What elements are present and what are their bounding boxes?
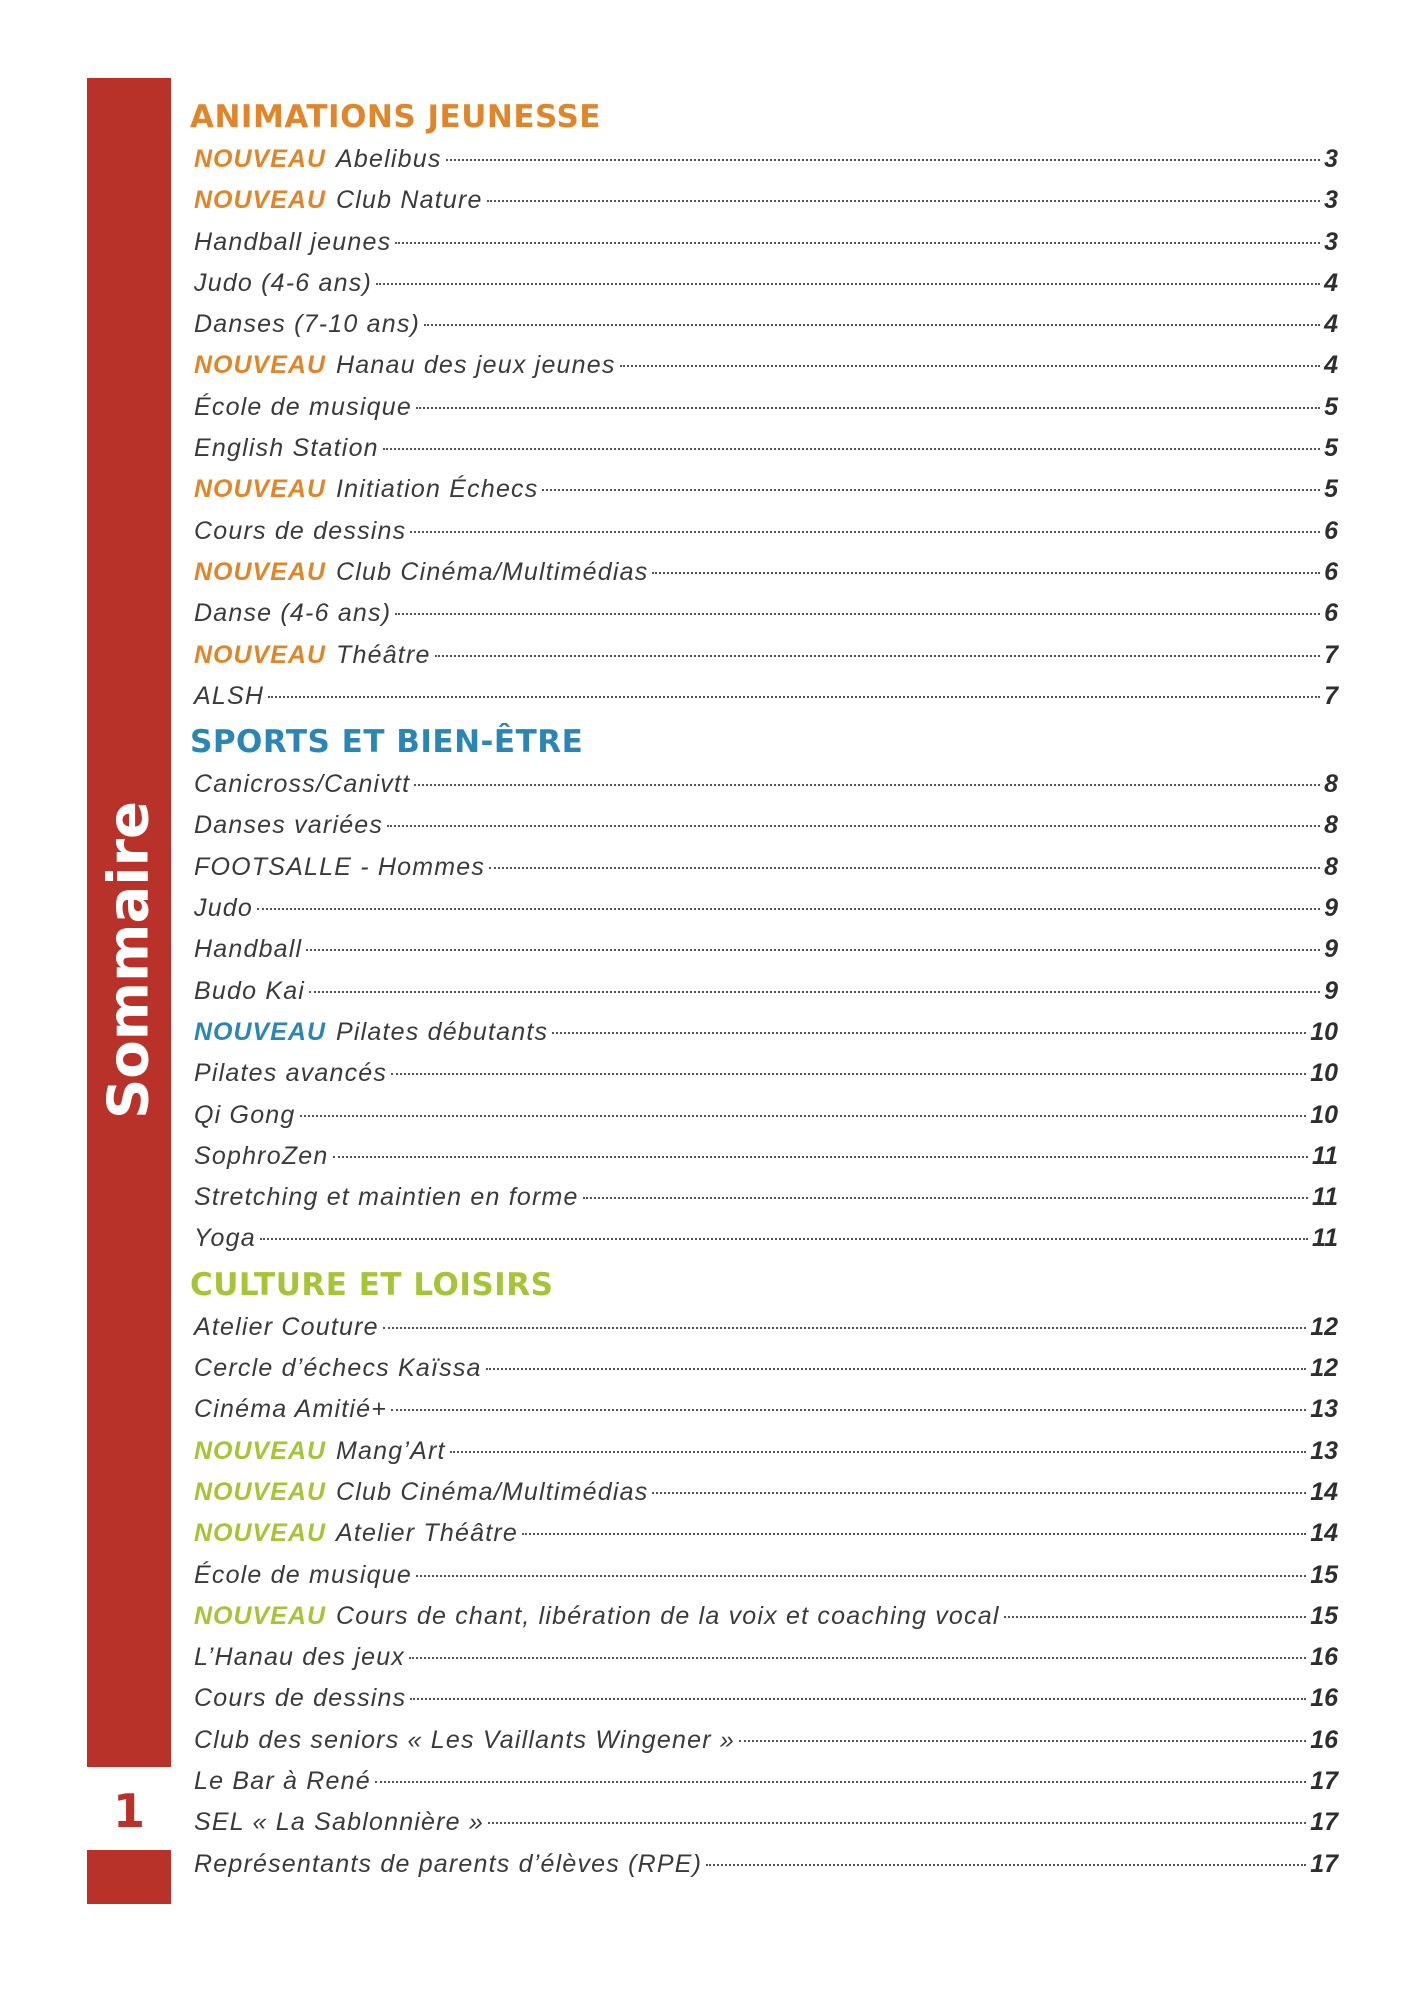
toc-entry-title: Club Nature: [336, 186, 483, 215]
toc-entry[interactable]: [194, 764, 1338, 805]
dot-leader: [395, 613, 1320, 615]
toc-entry[interactable]: [194, 1053, 1338, 1094]
toc-entry-page: 6: [1324, 599, 1338, 628]
toc-entry-title: Danses variées: [194, 811, 384, 840]
toc-entry-title: Mang’Art: [336, 1436, 446, 1465]
section-heading-sports-bien-etre: SPORTS ET BIEN-ÊTRE: [190, 724, 584, 761]
dot-leader: [309, 991, 1320, 993]
toc-entry-page: 8: [1324, 811, 1338, 840]
toc-entry-page: 11: [1312, 1183, 1338, 1212]
toc-entry-title: Handball: [194, 935, 303, 964]
toc-entry[interactable]: [194, 888, 1338, 929]
toc-entry[interactable]: [194, 1513, 1338, 1554]
toc-entry-title: Club des seniors « Les Vaillants Wingener »: [194, 1725, 735, 1754]
toc-entry[interactable]: [194, 1678, 1338, 1719]
toc-entry-page: 9: [1324, 976, 1338, 1005]
toc-entry[interactable]: [194, 805, 1338, 846]
toc-entry-title: ALSH: [194, 681, 265, 710]
dot-leader: [1004, 1616, 1307, 1618]
dot-leader: [542, 489, 1320, 491]
toc-entry-page: 16: [1310, 1643, 1338, 1672]
toc-entry[interactable]: [194, 1472, 1338, 1513]
toc-entry-title: Club Cinéma/Multimédias: [336, 1477, 649, 1506]
toc-entry[interactable]: [194, 1761, 1338, 1802]
dot-leader: [583, 1197, 1308, 1199]
dot-leader: [383, 1327, 1306, 1329]
toc-entry-page: 8: [1324, 770, 1338, 799]
toc-entry-page: 17: [1310, 1849, 1338, 1878]
toc-entry-title: Handball jeunes: [194, 227, 392, 256]
toc-entry-label: [194, 1513, 518, 1554]
toc-entry-page: 13: [1310, 1395, 1338, 1424]
dot-leader: [706, 1864, 1306, 1866]
toc-list-animations-jeunesse: [194, 139, 1338, 717]
toc-entry-page: 14: [1310, 1477, 1338, 1506]
page-number: 1: [87, 1772, 171, 1850]
toc-entry-label: [194, 888, 253, 929]
toc-entry[interactable]: [194, 552, 1338, 593]
nouveau-badge: NOUVEAU: [194, 351, 327, 380]
sidebar-bottom-band: [87, 1850, 171, 1904]
toc-entry[interactable]: [194, 1218, 1338, 1259]
toc-entry-label: [194, 1012, 548, 1053]
toc-entry-label: [194, 222, 391, 263]
toc-entry[interactable]: [194, 1596, 1338, 1637]
dot-leader: [300, 1115, 1307, 1117]
dot-leader: [652, 572, 1320, 574]
toc-entry-title: École de musique: [194, 1560, 412, 1589]
toc-entry-page: 17: [1310, 1808, 1338, 1837]
toc-entry[interactable]: [194, 1802, 1338, 1843]
toc-entry-label: [194, 552, 648, 593]
toc-entry-title: Initiation Échecs: [336, 475, 539, 504]
toc-entry-label: [194, 1348, 482, 1389]
toc-entry-page: 6: [1324, 557, 1338, 586]
dot-leader: [488, 1822, 1306, 1824]
toc-entry-label: [194, 1095, 296, 1136]
toc-entry-label: [194, 304, 420, 345]
dot-leader: [486, 1368, 1307, 1370]
toc-entry-label: [194, 1555, 412, 1596]
toc-entry-title: Club Cinéma/Multimédias: [336, 557, 649, 586]
toc-entry-page: 17: [1310, 1766, 1338, 1795]
toc-entry-page: 5: [1324, 475, 1338, 504]
toc-entry-page: 4: [1324, 310, 1338, 339]
toc-entry-label: [194, 1307, 379, 1348]
toc-entry[interactable]: [194, 1431, 1338, 1472]
toc-entry-title: Atelier Couture: [194, 1312, 379, 1341]
toc-entry-title: Budo Kai: [194, 976, 306, 1005]
toc-entry-label: [194, 180, 483, 221]
toc-entry-title: Danse (4-6 ans): [194, 599, 392, 628]
toc-entry-title: Judo: [194, 894, 254, 923]
dot-leader: [446, 159, 1321, 161]
toc-entry-page: 5: [1324, 434, 1338, 463]
toc-entry-label: [194, 345, 616, 386]
toc-entry-title: Théâtre: [336, 640, 431, 669]
toc-entry[interactable]: [194, 1177, 1338, 1218]
toc-entry-page: 7: [1324, 640, 1338, 669]
section-heading-animations-jeunesse: ANIMATIONS JEUNESSE: [190, 99, 601, 135]
toc-entry-page: 12: [1310, 1312, 1338, 1341]
toc-entry-title: École de musique: [194, 392, 412, 421]
toc-entry[interactable]: [194, 428, 1338, 469]
toc-entry[interactable]: [194, 1389, 1338, 1430]
toc-entry[interactable]: [194, 971, 1338, 1012]
toc-entry-title: Qi Gong: [194, 1100, 296, 1129]
toc-entry[interactable]: [194, 1095, 1338, 1136]
toc-entry-label: [194, 847, 485, 888]
toc-list-culture-loisirs: [194, 1307, 1338, 1885]
dot-leader: [450, 1451, 1307, 1453]
section-heading-culture-loisirs: CULTURE ET LOISIRS: [190, 1266, 554, 1303]
toc-entry-title: Pilates débutants: [336, 1017, 549, 1046]
nouveau-badge: NOUVEAU: [194, 1601, 327, 1630]
toc-entry-label: [194, 635, 431, 676]
toc-entry-page: 5: [1324, 392, 1338, 421]
toc-entry-title: Pilates avancés: [194, 1059, 388, 1088]
toc-entry-label: [194, 387, 412, 428]
toc-entry-page: 15: [1310, 1560, 1338, 1589]
toc-entry-page: 15: [1310, 1601, 1338, 1630]
toc-entry-label: [194, 971, 305, 1012]
dot-leader: [306, 949, 1320, 951]
toc-entry-title: SophroZen: [194, 1141, 329, 1170]
dot-leader: [424, 324, 1320, 326]
toc-entry[interactable]: [194, 1720, 1338, 1761]
toc-entry-label: [194, 1596, 1000, 1637]
dot-leader: [652, 1492, 1306, 1494]
dot-leader: [414, 784, 1320, 786]
toc-entry[interactable]: [194, 1136, 1338, 1177]
toc-entry-label: [194, 593, 391, 634]
toc-entry-label: [194, 1637, 405, 1678]
toc-entry[interactable]: [194, 593, 1338, 634]
dot-leader: [260, 1238, 1308, 1240]
toc-entry-label: [194, 805, 383, 846]
dot-leader: [487, 200, 1320, 202]
toc-entry-title: Atelier Théâtre: [336, 1519, 518, 1548]
dot-leader: [395, 242, 1320, 244]
toc-entry-label: [194, 1720, 735, 1761]
toc-entry-title: Représentants de parents d’élèves (RPE): [194, 1849, 703, 1878]
toc-entry-page: 16: [1310, 1725, 1338, 1754]
toc-entry[interactable]: [194, 635, 1338, 676]
toc-entry[interactable]: [194, 676, 1338, 717]
toc-entry-label: [194, 1389, 387, 1430]
toc-entry-title: Cercle d’échecs Kaïssa: [194, 1354, 482, 1383]
toc-entry-page: 10: [1310, 1100, 1338, 1129]
toc-entry-label: [194, 469, 538, 510]
toc-entry-label: [194, 1431, 446, 1472]
toc-entry-page: 9: [1324, 935, 1338, 964]
toc-entry-title: L’Hanau des jeux: [194, 1643, 406, 1672]
toc-entry[interactable]: [194, 180, 1338, 221]
table-of-contents: [190, 96, 1338, 1885]
dot-leader: [391, 1409, 1306, 1411]
toc-entry[interactable]: [194, 1012, 1338, 1053]
dot-leader: [410, 531, 1320, 533]
nouveau-badge: NOUVEAU: [194, 475, 327, 504]
toc-entry-page: 7: [1324, 681, 1338, 710]
toc-entry-title: SEL « La Sablonnière »: [194, 1808, 485, 1837]
toc-entry-title: Cours de chant, libération de la voix et coaching vocal: [336, 1601, 1000, 1630]
dot-leader: [387, 825, 1320, 827]
toc-entry-title: Stretching et maintien en forme: [194, 1183, 579, 1212]
dot-leader: [376, 283, 1320, 285]
toc-entry-page: 8: [1324, 852, 1338, 881]
nouveau-badge: NOUVEAU: [194, 640, 327, 669]
toc-entry-label: [194, 1218, 256, 1259]
toc-entry-page: 3: [1324, 227, 1338, 256]
toc-entry[interactable]: [194, 1844, 1338, 1885]
toc-entry-page: 3: [1324, 186, 1338, 215]
dot-leader: [409, 1657, 1306, 1659]
toc-entry-label: [194, 764, 410, 805]
toc-entry[interactable]: [194, 1307, 1338, 1348]
dot-leader: [410, 1698, 1306, 1700]
nouveau-badge: NOUVEAU: [194, 145, 327, 173]
toc-entry-page: 14: [1310, 1519, 1338, 1548]
nouveau-badge: NOUVEAU: [194, 1477, 327, 1506]
toc-entry-label: [194, 1678, 406, 1719]
toc-entry[interactable]: [194, 263, 1338, 304]
toc-entry[interactable]: [194, 1637, 1338, 1678]
toc-entry-label: [194, 1844, 702, 1885]
toc-entry-page: 11: [1312, 1224, 1338, 1253]
toc-entry-title: Cours de dessins: [194, 1684, 407, 1713]
nouveau-badge: NOUVEAU: [194, 1519, 327, 1548]
toc-entry[interactable]: [194, 929, 1338, 970]
toc-entry-page: 13: [1310, 1436, 1338, 1465]
dot-leader: [333, 1156, 1309, 1158]
toc-entry[interactable]: [194, 1348, 1338, 1389]
toc-entry-page: 10: [1310, 1017, 1338, 1046]
dot-leader: [268, 696, 1320, 698]
dot-leader: [383, 448, 1320, 450]
toc-entry-label: [194, 1136, 329, 1177]
toc-entry-page: 12: [1310, 1354, 1338, 1383]
dot-leader: [257, 908, 1320, 910]
toc-entry-title: Yoga: [194, 1224, 256, 1253]
toc-entry[interactable]: [194, 222, 1338, 263]
dot-leader: [435, 655, 1321, 657]
toc-entry-page: 11: [1312, 1141, 1338, 1170]
toc-entry-label: [194, 511, 406, 552]
toc-entry-title: Cours de dessins: [194, 516, 407, 545]
toc-entry-label: [194, 1761, 371, 1802]
toc-entry-page: 10: [1310, 1059, 1338, 1088]
toc-entry-title: Judo (4-6 ans): [194, 268, 372, 297]
toc-entry-page: 16: [1310, 1684, 1338, 1713]
toc-entry[interactable]: [194, 304, 1338, 345]
toc-entry-label: [194, 428, 379, 469]
nouveau-badge: NOUVEAU: [194, 1436, 327, 1465]
toc-entry-label: [194, 676, 264, 717]
sidebar-title: Sommaire: [96, 800, 162, 1120]
toc-entry-label: [194, 139, 442, 180]
toc-entry-title: Hanau des jeux jeunes: [336, 351, 616, 380]
toc-entry-label: [194, 1177, 579, 1218]
dot-leader: [416, 1575, 1306, 1577]
toc-entry-label: [194, 1802, 484, 1843]
dot-leader: [739, 1740, 1306, 1742]
nouveau-badge: NOUVEAU: [194, 186, 327, 215]
dot-leader: [552, 1032, 1306, 1034]
dot-leader: [416, 407, 1320, 409]
toc-entry-title: Cinéma Amitié+: [194, 1395, 388, 1424]
toc-entry-page: 4: [1324, 268, 1338, 297]
dot-leader: [391, 1073, 1306, 1075]
toc-entry-label: [194, 929, 302, 970]
dot-leader: [620, 365, 1321, 367]
toc-entry-page: 6: [1324, 516, 1338, 545]
toc-entry-title: Abelibus: [336, 145, 442, 173]
toc-entry-page: 4: [1324, 351, 1338, 380]
toc-entry-title: English Station: [194, 434, 379, 463]
toc-entry[interactable]: [194, 847, 1338, 888]
toc-entry-label: [194, 1053, 387, 1094]
toc-entry[interactable]: [194, 139, 1338, 180]
dot-leader: [375, 1781, 1306, 1783]
toc-entry-page: 9: [1324, 894, 1338, 923]
nouveau-badge: NOUVEAU: [194, 557, 327, 586]
toc-entry[interactable]: [194, 469, 1338, 510]
toc-entry[interactable]: [194, 1555, 1338, 1596]
toc-list-sports-bien-etre: [194, 764, 1338, 1260]
toc-entry-page: 3: [1324, 145, 1338, 173]
toc-entry-title: Le Bar à René: [194, 1766, 371, 1795]
toc-entry[interactable]: [194, 345, 1338, 386]
toc-entry-title: Canicross/Canivtt: [194, 770, 411, 799]
nouveau-badge: NOUVEAU: [194, 1017, 327, 1046]
toc-entry-title: Danses (7-10 ans): [194, 310, 421, 339]
dot-leader: [522, 1533, 1306, 1535]
toc-entry-label: [194, 263, 372, 304]
toc-entry[interactable]: [194, 387, 1338, 428]
toc-entry[interactable]: [194, 511, 1338, 552]
dot-leader: [489, 867, 1320, 869]
toc-entry-label: [194, 1472, 648, 1513]
toc-entry-title: FOOTSALLE - Hommes: [194, 852, 486, 881]
